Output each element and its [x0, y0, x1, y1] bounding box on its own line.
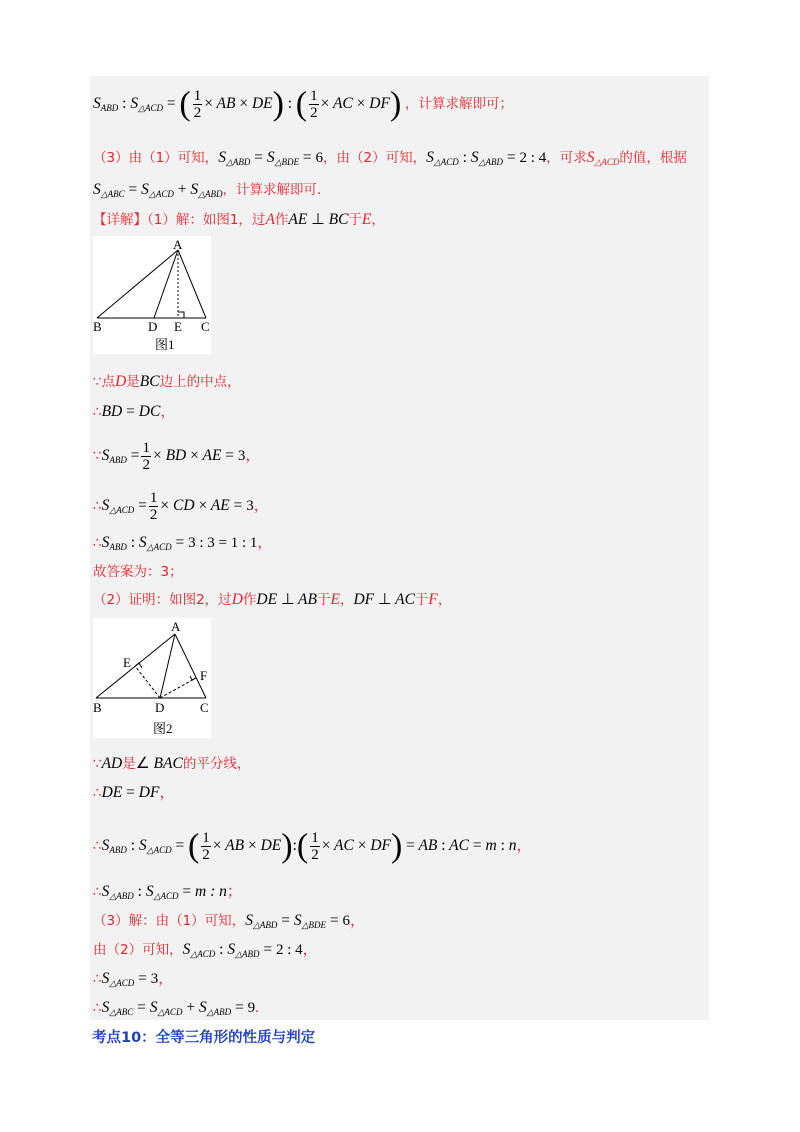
answer-line: 故答案为：3； [93, 564, 183, 580]
svg-text:A: A [171, 619, 181, 634]
line-11: ∵AD是∠ BAC的平分线， [93, 755, 251, 772]
detail-label: 【详解】 [93, 212, 147, 228]
svg-text:E: E [174, 319, 182, 334]
figure-2-caption: 图2 [153, 721, 173, 736]
line-5: ∵点D是BC边上的中点， [93, 373, 241, 390]
line-13: $\therefore S_{ABD}$ : $S_{\triangle ACD}$ = ( $\frac{1}{2}$ × AB × DE):( $\frac{1}{2}$ × AC × DF) = AB : AC = m : n， [93, 827, 532, 865]
line-8: $\therefore S_{\triangle ACD}$ = $\frac{1}{2}$ × CD × AE = 3， [93, 490, 269, 523]
line-15: （3）解：由（1）可知，$S_{\triangle ABD} = S_{\triangle BDE} = 6$， [93, 912, 366, 930]
line-17: $\therefore S_{\triangle ACD} = 3$， [93, 970, 174, 988]
line-2-c: ，可求 [546, 150, 587, 166]
figure-1-caption: 图1 [155, 337, 175, 352]
line-3: $S_{\triangle ABC} = S_{\triangle ACD} + S_{\triangle ABD}$，计算求解即可. [93, 181, 322, 199]
svg-text:A: A [173, 237, 183, 252]
value-ratio: 2 : 4 [519, 150, 547, 166]
svg-text:C: C [200, 700, 209, 715]
figure-1 [93, 236, 211, 354]
svg-text:B: B [93, 319, 102, 334]
svg-text:C: C [201, 319, 210, 334]
svg-text:F: F [200, 668, 208, 683]
line-18: $\therefore S_{\triangle ABC} = S_{\triangle ACD} + S_{\triangle ABD} = 9$. [93, 999, 259, 1017]
line-3-text: ，计算求解即可. [222, 182, 322, 198]
svg-text:E: E [123, 655, 131, 670]
line-16: 由（2）可知，$S_{\triangle ACD}$ : $S_{\triangle ABD} = 2$ : 4， [93, 941, 318, 959]
line-14: $\therefore S_{\triangle ABD}$ : $S_{\triangle ACD} = m$ : n； [93, 883, 242, 901]
line-6: ∴BD = DC， [93, 403, 176, 420]
line-10: （2）证明：如图2，过D作DE ⊥ AB于E，DF ⊥ AC于F， [93, 591, 452, 608]
line-4-a: （1）解：如图1，过 [147, 212, 266, 228]
line-12: ∴DE = DF， [93, 784, 175, 801]
line-2: （3）由（1）可知，$S_{\triangle ABD} = S_{\triangle BDE} = 6$，由（2）可知，$S_{\triangle ACD}$ : $S_{\triangle ABD} = 2$ : 4，可求$S_{\triangle ACD}$的值，根据 [93, 149, 687, 167]
svg-text:D: D [155, 700, 165, 715]
line-2-d: 的值，根据 [619, 150, 687, 166]
svg-text:D: D [148, 319, 158, 334]
svg-text:B: B [93, 700, 102, 715]
line-2-a: （3）由（1）可知， [93, 150, 219, 166]
line-1-text: ，计算求解即可； [405, 95, 514, 112]
line-9: $\therefore S_{ABD}$ : $S_{\triangle ACD} = 3$ : 3 = 1 : 1， [93, 534, 273, 552]
section-heading: 考点10：全等三角形的性质与判定 [92, 1030, 316, 1046]
line-1: $S_{ABD}$ : $S_{\triangle ACD}$ = ( $\frac{1}{2}$ × AB × DE) : ( $\frac{1}{2}$ × AC × DF) ，计算求解即可； [93, 85, 514, 123]
figure-2 [93, 618, 211, 738]
line-7: $\because S_{ABD}$ = $\frac{1}{2}$ × BD × AE = 3， [93, 440, 261, 473]
line-4: 【详解】（1）解：如图1，过A作AE ⊥ BC于E， [93, 211, 385, 228]
line-2-b: ，由（2）可知， [323, 150, 427, 166]
value-six: 6 [315, 150, 324, 166]
